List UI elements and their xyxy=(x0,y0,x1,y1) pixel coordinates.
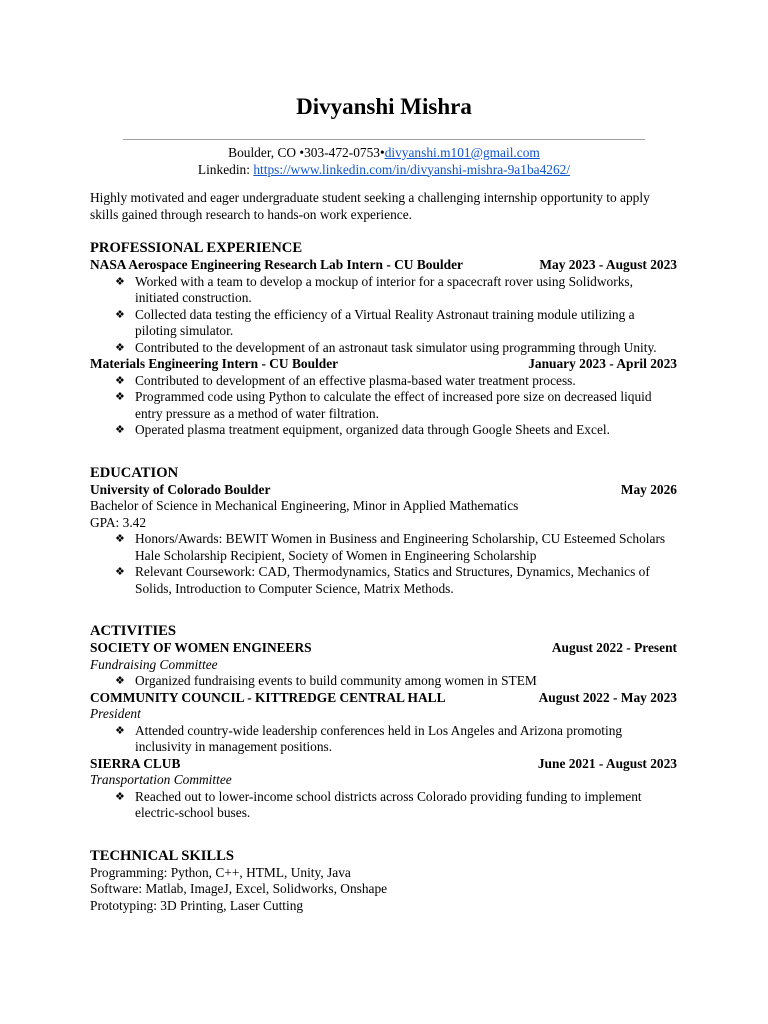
linkedin-line xyxy=(0,162,768,179)
separator-dot: • xyxy=(379,145,385,160)
skill-line: Software: Matlab, ImageJ, Excel, Solidworks, Onshape xyxy=(90,881,388,896)
bullet-item xyxy=(90,789,677,822)
experience-title: Materials Engineering Intern - CU Boulder xyxy=(90,356,339,371)
experience-entry xyxy=(90,257,677,356)
activity-role: Transportation Committee xyxy=(90,772,232,787)
experience-date: January 2023 - April 2023 xyxy=(528,356,677,371)
activity-entry-head xyxy=(90,756,677,773)
skill-line: Programming: Python, C++, HTML, Unity, Java xyxy=(90,864,351,880)
section-gap xyxy=(90,439,677,448)
diamond-bullet-icon: ❖ xyxy=(115,391,125,403)
bullet-item xyxy=(90,307,677,340)
experience-bullets xyxy=(90,274,677,357)
activities-list xyxy=(90,640,677,822)
gpa: GPA: 3.42 xyxy=(90,514,147,530)
candidate-name: Divyanshi Mishra xyxy=(296,94,472,119)
bullet-item xyxy=(90,531,677,564)
skills-list xyxy=(90,865,677,915)
activity-entry-head xyxy=(90,690,677,707)
resume-body xyxy=(90,190,677,914)
activity-date: June 2021 - August 2023 xyxy=(537,755,677,771)
diamond-bullet-icon: ❖ xyxy=(115,566,125,578)
experience-heading: PROFESSIONAL EXPERIENCE xyxy=(90,240,303,256)
activities-heading: ACTIVITIES xyxy=(90,623,176,639)
graduation-date: May 2026 xyxy=(620,481,677,497)
bullet-text: Relevant Coursework: CAD, Thermodynamics, Statics and Structures, Dynamics, Mechanics of Solids, Introduction to Computer Science, Matrix Methods. xyxy=(135,564,650,596)
activity-entry xyxy=(90,640,677,690)
contact-line xyxy=(0,145,768,162)
contact-block xyxy=(0,145,768,178)
phone: 303-472-0753 xyxy=(304,145,380,160)
bullet-item xyxy=(90,422,677,439)
activity-entry xyxy=(90,756,677,822)
activity-role: President xyxy=(90,706,141,721)
activity-title: COMMUNITY COUNCIL - KITTREDGE CENTRAL HALL xyxy=(90,689,446,705)
diamond-bullet-icon: ❖ xyxy=(115,724,125,737)
experience-entry xyxy=(90,356,677,439)
diamond-bullet-icon: ❖ xyxy=(115,374,125,387)
bullet-item xyxy=(90,673,677,690)
email-link[interactable]: divyanshi.m101@gmail.com xyxy=(384,145,540,160)
activity-title: SIERRA CLUB xyxy=(90,755,181,771)
header-divider xyxy=(123,139,645,140)
education-heading: EDUCATION xyxy=(90,464,179,481)
bullet-item xyxy=(90,564,677,597)
activity-date: August 2022 - Present xyxy=(551,640,677,655)
activity-title: SOCIETY OF WOMEN ENGINEERS xyxy=(90,640,312,655)
activity-bullets xyxy=(90,789,677,822)
education-bullets xyxy=(90,531,677,597)
bullet-text: Collected data testing the efficiency of a Virtual Reality Astronaut training module utilizing a piloting simulator. xyxy=(135,306,635,338)
activity-entry-head xyxy=(90,640,677,657)
education-entry-head xyxy=(90,482,677,499)
bullet-text: Programmed code using Python to calculate the effect of increased pore size on decreased liquid entry pressure as a method of water filtration. xyxy=(135,389,652,421)
activity-entry xyxy=(90,690,677,756)
bullet-text: Contributed to development of an effective plasma-based water treatment process. xyxy=(135,372,576,388)
degree: Bachelor of Science in Mechanical Engineering, Minor in Applied Mathematics xyxy=(90,498,519,513)
diamond-bullet-icon: ❖ xyxy=(115,675,125,687)
bullet-text: Contributed to the development of an astronaut task simulator using programming through Unity. xyxy=(135,339,657,355)
activity-date: August 2022 - May 2023 xyxy=(538,689,677,705)
section-gap xyxy=(90,822,677,831)
bullet-text: Organized fundraising events to build community among women in STEM xyxy=(135,673,537,688)
bullet-item xyxy=(90,389,677,422)
bullet-text: Worked with a team to develop a mockup of interior for a spacecraft rover using Solidworks, initiated construction. xyxy=(135,273,633,305)
bullet-item xyxy=(90,373,677,390)
experience-bullets xyxy=(90,373,677,439)
experience-title: NASA Aerospace Engineering Research Lab Intern - CU Boulder xyxy=(90,257,463,272)
diamond-bullet-icon: ❖ xyxy=(115,341,125,354)
diamond-bullet-icon: ❖ xyxy=(115,424,125,436)
bullet-text: Reached out to lower-income school districts across Colorado providing funding to implement electric-school buses. xyxy=(135,788,642,820)
bullet-item xyxy=(90,723,677,756)
bullet-text: Honors/Awards: BEWIT Women in Business and Engineering Scholarship, CU Esteemed Scholars Hale Scholarship Recipient, Society of Women in Engineering Scholarship xyxy=(135,531,666,563)
bullet-item xyxy=(90,340,677,357)
bullet-text: Attended country-wide leadership conferences held in Los Angeles and Arizona promoting inclusivity in management positions. xyxy=(135,722,623,754)
bullet-item xyxy=(90,274,677,307)
experience-entry-head xyxy=(90,257,677,274)
activity-bullets xyxy=(90,723,677,756)
linkedin-label: Linkedin: xyxy=(197,161,250,177)
diamond-bullet-icon: ❖ xyxy=(115,308,125,321)
diamond-bullet-icon: ❖ xyxy=(115,790,125,803)
skill-line: Prototyping: 3D Printing, Laser Cutting xyxy=(90,897,304,913)
experience-entry-head xyxy=(90,356,677,373)
section-gap xyxy=(90,597,677,606)
activity-role: Fundraising Committee xyxy=(90,656,218,672)
linkedin-link[interactable]: https://www.linkedin.com/in/divyanshi-mishra-9a1ba4262/ xyxy=(253,161,571,177)
location: Boulder, CO xyxy=(228,145,297,160)
school-name: University of Colorado Boulder xyxy=(90,481,271,497)
diamond-bullet-icon: ❖ xyxy=(115,275,125,288)
separator-dot: • xyxy=(299,145,305,160)
experience-date: May 2023 - August 2023 xyxy=(539,257,677,272)
diamond-bullet-icon: ❖ xyxy=(115,533,125,545)
education-entry xyxy=(90,482,677,598)
activity-bullets xyxy=(90,673,677,690)
summary: Highly motivated and eager undergraduate student seeking a challenging internship opportunity to apply skills gained through research to hands-on work experience. xyxy=(90,190,650,222)
experience-list xyxy=(90,257,677,439)
skills-heading: TECHNICAL SKILLS xyxy=(90,847,234,864)
bullet-text: Operated plasma treatment equipment, organized data through Google Sheets and Excel. xyxy=(135,422,610,437)
